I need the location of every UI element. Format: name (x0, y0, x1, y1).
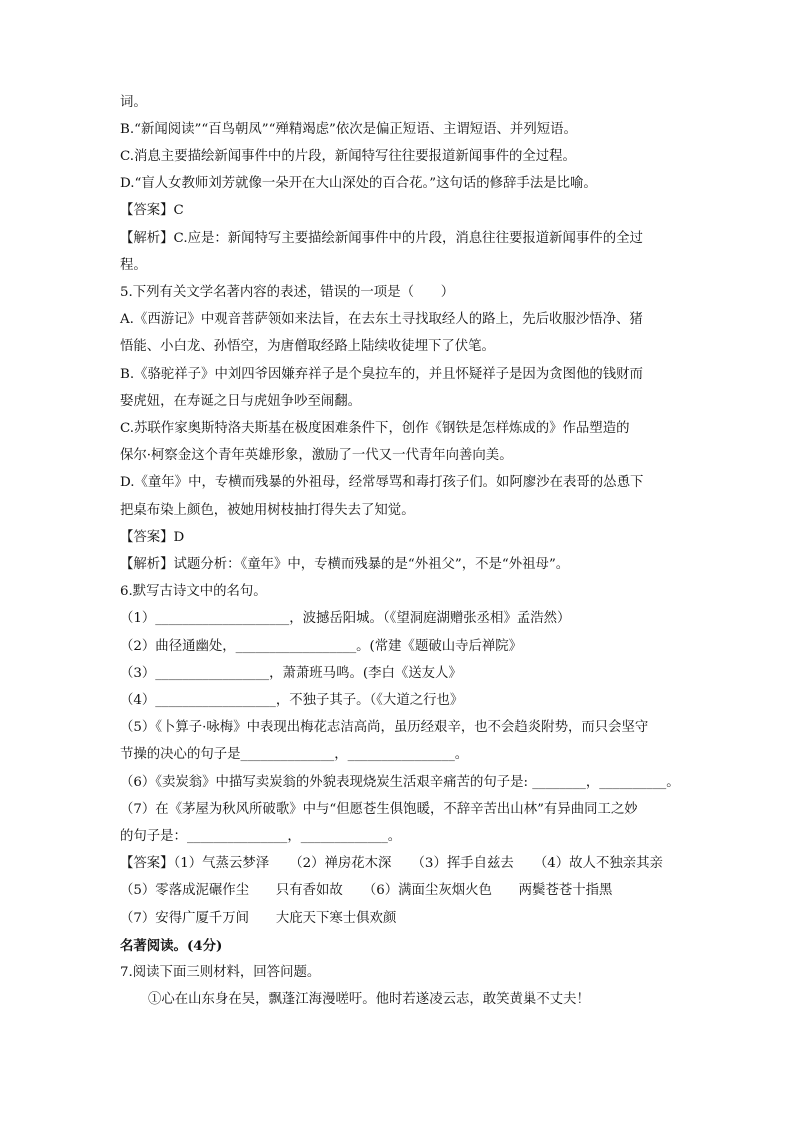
text-line: B.《骆驼祥子》中刘四爷因嫌弃祥子是个臭拉车的，并且怀疑祥子是因为贪图他的钱财而 (120, 367, 643, 382)
text-line: （4）__________________，不独子其子。（《大道之行也》 (120, 693, 464, 708)
text-line: 词。 (120, 95, 147, 110)
text-line: 把桌布染上颜色，被她用树枝抽打得失去了知觉。 (120, 503, 415, 518)
text-line: 娶虎妞，在寿诞之日与虎妞争吵至闹翻。 (120, 394, 362, 409)
answer-line: 【答案】C (120, 203, 184, 218)
text-line: 悟能、小白龙、孙悟空，为唐僧取经路上陆续收徒埋下了伏笔。 (120, 339, 495, 354)
text-line: （3）_________________，萧萧班马鸣。(李白《送友人》 (120, 666, 462, 681)
text-line: C.消息主要描绘新闻事件中的片段，新闻特写往往要报道新闻事件的全过程。 (120, 149, 576, 164)
question-title: 5.下列有关文学名著内容的表述，错误的一项是（ ） (120, 285, 455, 300)
text-line: 保尔·柯察金这个青年英雄形象，激励了一代又一代青年向善向美。 (120, 448, 513, 463)
text-line: 的句子是：_______________，_____________。 (120, 829, 402, 844)
section-heading: 名著阅读。(4分) (120, 938, 223, 954)
question-title: 7.阅读下面三则材料，回答问题。 (120, 965, 321, 980)
text-line: D.“盲人女教师刘芳就像一朵开在大山深处的百合花。”这句话的修辞手法是比喻。 (120, 176, 597, 191)
text-line: （1）____________________，波撼岳阳城。（《望洞庭湖赠张丞相》孟浩然） (120, 611, 571, 626)
text-line: （5）零落成泥碾作尘 只有香如故 （6）满面尘灰烟火色 两鬓苍苍十指黑 (120, 883, 613, 898)
text-line: （5）《卜算子·咏梅》中表现出梅花志洁高尚，虽历经艰辛，也不会趋炎附势，而只会坚守 (120, 720, 649, 735)
text-line: （7）安得广厦千万间 大庇天下寒士俱欢颜 (120, 911, 397, 926)
question-title: 6.默写古诗文中的名句。 (120, 584, 267, 599)
analysis-line: 【解析】试题分析：《童年》中，专横而残暴的是“外祖父”，不是“外祖母”。 (120, 557, 570, 572)
answer-line: 【答案】（1）气蒸云梦泽 （2）禅房花木深 （3）挥手自兹去 （4）故人不独亲其亲 (120, 856, 663, 871)
text-line: 节操的决心的句子是______________，________________。 (120, 747, 469, 762)
text-line: A.《西游记》中观音菩萨领如来法旨，在去东土寻找取经人的路上，先后收服沙悟净、猪 (120, 312, 643, 327)
material-text: ①心在山东身在吴，飘蓬江海漫嗟吁。他时若遂凌云志，敢笑黄巢不丈夫！ (148, 992, 590, 1007)
text-line: B.“新闻阅读”“百鸟朝凤”“殚精竭虑”依次是偏正短语、主谓短语、并列短语。 (120, 122, 577, 137)
text-line: （7）在《茅屋为秋风所破歌》中与“但愿苍生俱饱暖，不辞辛苦出山林”有异曲同工之妙 (120, 802, 638, 817)
analysis-line: 【解析】C.应是：新闻特写主要描绘新闻事件中的片段，消息往往要报道新闻事件的全过 (120, 231, 643, 246)
text-line: 程。 (120, 258, 147, 273)
text-line: （2）曲径通幽处，__________________。(常建《题破山寺后禅院》 (120, 639, 523, 654)
text-line: C.苏联作家奥斯特洛夫斯基在极度困难条件下，创作《钢铁是怎样炼成的》作品塑造的 (120, 421, 630, 436)
answer-line: 【答案】D (120, 530, 185, 545)
text-line: （6）《卖炭翁》中描写卖炭翁的外貌表现烧炭生活艰辛痛苦的句子是: ________，__________。 (120, 775, 680, 790)
text-line: D.《童年》中，专横而残暴的外祖母，经常辱骂和毒打孩子们。如阿廖沙在表哥的怂恿下 (120, 475, 644, 490)
